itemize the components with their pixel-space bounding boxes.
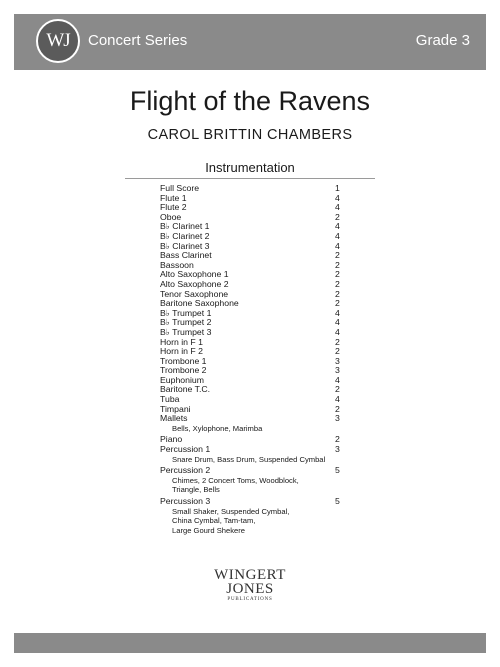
instrument-note: China Cymbal, Tam-tam, (172, 516, 256, 526)
instrument-row (160, 203, 350, 213)
instrument-quantity: 2 (335, 298, 340, 309)
instrument-row (160, 184, 350, 194)
instrument-name: Baritone T.C. (160, 384, 211, 395)
instrument-quantity: 4 (335, 317, 340, 328)
instrument-quantity: 2 (335, 269, 340, 280)
instrument-quantity: 5 (335, 496, 340, 506)
instrument-quantity: 3 (335, 355, 340, 366)
publisher-name-line3: PUBLICATIONS (227, 597, 273, 602)
instrument-name: Full Score (160, 183, 200, 193)
footer-band (14, 633, 486, 653)
instrument-name: Horn in F 1 (160, 336, 203, 347)
grade-label: Grade 3 (415, 32, 470, 49)
instrument-row (160, 414, 350, 424)
instrument-name: B♭ Trumpet 2 (160, 317, 212, 328)
instrument-quantity: 4 (335, 374, 340, 385)
instrument-name: Timpani (160, 403, 191, 414)
instrument-name: Baritone Saxophone (160, 298, 239, 309)
series-label: Concert Series (88, 32, 188, 49)
instrument-name: Euphonium (160, 374, 204, 385)
instrument-row (160, 445, 350, 455)
instrument-name: Horn in F 2 (160, 346, 203, 357)
instrument-quantity: 3 (335, 444, 340, 455)
instrument-name: Percussion 1 (160, 444, 211, 455)
instrument-name: B♭ Clarinet 2 (160, 230, 210, 241)
instrument-quantity: 5 (335, 465, 340, 476)
instrument-name: B♭ Trumpet 1 (160, 307, 212, 318)
instrument-row (160, 497, 350, 507)
instrument-note: Bells, Xylophone, Marimba (172, 423, 263, 433)
publisher-logo (0, 568, 500, 604)
instrument-name: Bass Clarinet (160, 250, 212, 261)
instrument-quantity: 4 (335, 192, 340, 203)
instrument-name: Trombone 1 (160, 355, 207, 366)
instrument-quantity: 4 (335, 240, 340, 251)
instrument-name: Tenor Saxophone (160, 288, 229, 299)
instrument-name: Bassoon (160, 259, 194, 270)
instrument-name: Oboe (160, 211, 182, 222)
instrument-quantity: 2 (335, 336, 340, 347)
instrument-quantity: 2 (335, 250, 340, 261)
instrument-note: Snare Drum, Bass Drum, Suspended Cymbal (172, 454, 326, 464)
instrument-quantity: 2 (335, 278, 340, 289)
instrument-name: Percussion 3 (160, 496, 211, 506)
instrument-quantity: 2 (335, 211, 340, 222)
header-band (14, 14, 486, 70)
wj-logo: WJ (36, 19, 80, 63)
instrument-name: Trombone 2 (160, 365, 207, 376)
instrument-note: Chimes, 2 Concert Toms, Woodblock, (172, 475, 299, 485)
instrument-quantity: 4 (335, 307, 340, 318)
instrument-name: Flute 2 (160, 202, 187, 213)
instrument-name: B♭ Clarinet 3 (160, 240, 210, 251)
instrument-note: Large Gourd Shekere (172, 525, 246, 535)
instrument-row (160, 194, 350, 204)
instrument-quantity: 1 (335, 183, 340, 193)
instrument-quantity: 2 (335, 288, 340, 299)
publisher-name-line2: JONES (226, 581, 274, 597)
instrument-note: Triangle, Bells (172, 485, 220, 495)
instrument-name: B♭ Trumpet 3 (160, 326, 212, 337)
instrument-quantity: 2 (335, 384, 340, 395)
row-gap (160, 535, 350, 537)
composer-name: CAROL BRITTIN CHAMBERS (147, 127, 353, 143)
instrumentation-list (160, 184, 350, 537)
instrument-note: Small Shaker, Suspended Cymbal, (172, 506, 290, 516)
instrument-name: Percussion 2 (160, 465, 211, 476)
instrumentation-heading: Instrumentation (205, 160, 295, 175)
instrument-name: Tuba (160, 394, 180, 405)
instrument-name: Alto Saxophone 2 (160, 278, 229, 289)
instrument-name: Flute 1 (160, 192, 187, 203)
instrument-quantity: 2 (335, 346, 340, 357)
instrument-quantity: 3 (335, 365, 340, 376)
instrument-quantity: 4 (335, 326, 340, 337)
instrument-quantity: 4 (335, 394, 340, 405)
instrument-row (160, 405, 350, 415)
instrumentation-divider (125, 178, 375, 179)
instrument-quantity: 2 (335, 434, 340, 445)
instrument-quantity: 3 (335, 413, 340, 424)
instrument-row (160, 385, 350, 395)
instrument-quantity: 4 (335, 221, 340, 232)
instrument-name: Piano (160, 434, 183, 445)
publisher-name-line1: WINGERT (214, 567, 286, 583)
instrument-quantity: 2 (335, 403, 340, 414)
instrument-row (160, 466, 350, 476)
instrument-quantity: 4 (335, 202, 340, 213)
instrument-quantity: 2 (335, 259, 340, 270)
instrument-name: B♭ Clarinet 1 (160, 221, 210, 232)
piece-title: Flight of the Ravens (129, 86, 371, 116)
instrument-name: Alto Saxophone 1 (160, 269, 229, 280)
instrument-name: Mallets (160, 413, 188, 424)
instrument-quantity: 4 (335, 230, 340, 241)
